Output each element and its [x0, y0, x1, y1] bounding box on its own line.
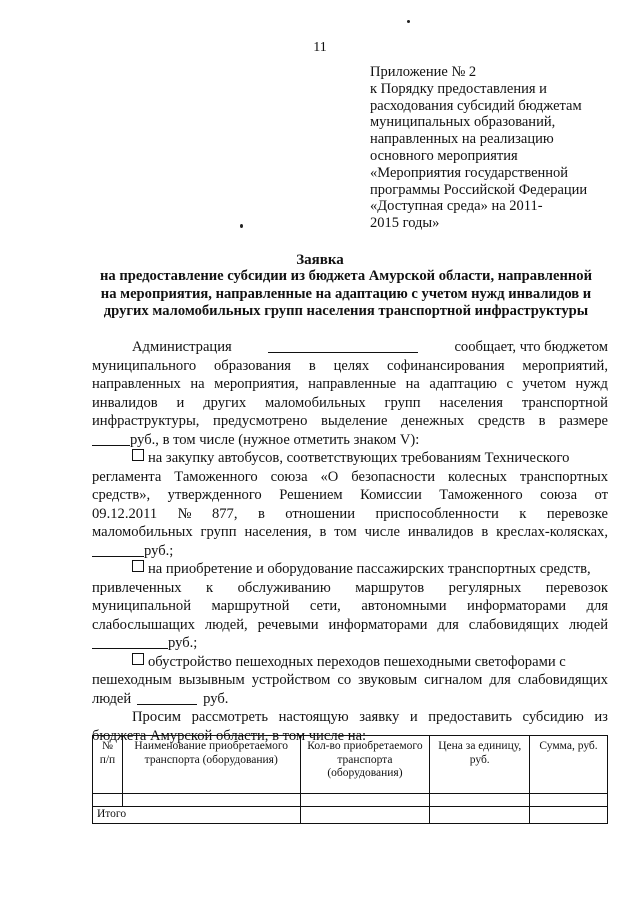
appendix-block [370, 64, 610, 232]
option-2-first-line [92, 560, 608, 579]
word: средств», [92, 487, 151, 503]
word: на [405, 376, 420, 392]
scan-speck [240, 224, 243, 228]
word: в [481, 524, 489, 540]
word: числе [364, 524, 400, 540]
document-body [92, 338, 608, 745]
word: учетом [522, 376, 566, 392]
total-label-cell: Итого [93, 807, 301, 824]
table-cell[interactable] [530, 807, 608, 824]
appendix-line: 2015 годы» [370, 215, 440, 232]
intro-first-line [92, 338, 608, 357]
request-line [92, 708, 608, 727]
word: устройством [251, 672, 331, 688]
body-line [92, 468, 608, 487]
appendix-line: «Доступная среда» на 2011- [370, 198, 543, 215]
word: групп [384, 394, 421, 411]
appendix-line: «Мероприятия государственной [370, 164, 569, 181]
amount-blank [137, 690, 197, 705]
word: субсидию [522, 709, 584, 725]
word: в [538, 413, 546, 429]
word: на [190, 376, 205, 392]
appendix-line: расходования субсидий бюджетам [370, 97, 582, 114]
table-cell[interactable] [300, 807, 430, 824]
word: звуковым [358, 672, 418, 688]
word: со [337, 672, 352, 688]
word: населения [439, 394, 503, 411]
request-line: бюджета Амурской области, в том числе на: [92, 727, 367, 744]
amount-tail: руб., в том числе (нужное отметить знаком V): [130, 431, 420, 448]
word: автономными [361, 598, 447, 614]
word: слабослышащих [92, 616, 195, 633]
appendix-line: программы Российской Федерации [370, 181, 588, 198]
word: из [594, 709, 608, 725]
word: заявку [359, 709, 400, 725]
word: средств [477, 413, 526, 429]
body-line [92, 375, 608, 394]
word: рассмотреть [191, 709, 269, 725]
appendix-line: основного мероприятия [370, 147, 518, 164]
word: для [489, 672, 511, 688]
word: в [319, 524, 327, 540]
table-header-cell: Сумма, руб. [530, 736, 608, 794]
word: маломобильных [92, 524, 193, 540]
request-table [92, 735, 608, 824]
checkbox-icon[interactable] [132, 653, 144, 665]
word: маршрутной [211, 598, 290, 614]
body-line [92, 523, 608, 542]
word: направленных [92, 376, 181, 392]
word: пешеходным [92, 672, 172, 688]
word: софинансирования [387, 357, 505, 374]
word: размере [559, 413, 608, 429]
table-cell[interactable] [93, 794, 123, 807]
option-3-first-line [92, 653, 608, 672]
word: к [206, 579, 214, 596]
word: «О [320, 468, 339, 485]
word: транспортных [519, 468, 608, 485]
table-cell[interactable] [430, 794, 530, 807]
option-text: на приобретение и оборудование пассажирских транспортных средств, [148, 561, 591, 577]
word: целях [333, 357, 370, 374]
appendix-line: направленных на реализацию [370, 131, 554, 148]
scan-speck [407, 20, 410, 23]
body-line [92, 412, 608, 431]
option-3-amount-line [92, 690, 608, 709]
word: для [437, 616, 459, 633]
body-line [92, 394, 608, 413]
word: от [594, 487, 608, 503]
word: Таможенного [439, 487, 523, 503]
word: перевозок [545, 579, 608, 596]
admin-tail: сообщает, что бюджетом [454, 339, 608, 355]
word: адаптацию [429, 376, 497, 392]
word: направленные [308, 376, 397, 392]
word: информаторами [467, 598, 567, 614]
admin-label: Администрация [132, 339, 232, 355]
table-header-cell: Наименование приобретаемого транспорта (оборудования) [122, 736, 300, 794]
word: транспортной [521, 394, 608, 411]
word: привлеченных [92, 579, 182, 596]
word: том [334, 524, 357, 540]
word: населения, [244, 524, 312, 540]
table-cell[interactable] [122, 794, 300, 807]
word: Просим [132, 709, 182, 725]
document-title: Заявка [296, 252, 344, 268]
word: колесных [447, 468, 507, 485]
word: регламента [92, 468, 162, 485]
word: Комиссии [360, 487, 422, 503]
word: вызывным [178, 672, 245, 688]
word: креслах-колясках, [496, 524, 608, 540]
word: мероприятия, [214, 376, 299, 392]
word: инвалидов [92, 394, 158, 411]
word: для [586, 598, 608, 614]
word: муниципального [92, 357, 197, 374]
table-header-cell: Кол-во приобретаемого транспорта (оборудования) [300, 736, 430, 794]
option-text: на закупку автобусов, соответствующих требованиям Технического [148, 450, 570, 466]
body-line [92, 579, 608, 598]
word: мероприятий, [522, 357, 608, 374]
table-row [93, 794, 608, 807]
word: речевыми [257, 616, 319, 633]
word: союза [540, 487, 578, 503]
option-1-amount-line [92, 542, 608, 561]
subtitle-line: на предоставление субсидии из бюджета Амурской области, направленной [100, 268, 592, 284]
word: инвалидов [407, 524, 474, 540]
option-1-first-line [92, 449, 608, 468]
amount-tail: руб.; [168, 635, 198, 651]
word: предусмотрено [213, 413, 308, 429]
word: слабовидящих [468, 616, 559, 633]
word: сети, [309, 598, 341, 614]
intro-amount-line [92, 431, 608, 450]
word: нужд [575, 376, 608, 392]
checkbox-icon[interactable] [132, 449, 144, 461]
word: регулярных [448, 579, 522, 596]
word: в [257, 505, 265, 522]
appendix-line: муниципальных образований, [370, 114, 556, 131]
table-header-cell: Цена за единицу, руб. [430, 736, 530, 794]
body-line [92, 486, 608, 505]
amount-blank [92, 542, 144, 557]
option-3-prefix: людей [92, 690, 132, 707]
word: Решением [279, 487, 343, 503]
word: информаторами [328, 616, 428, 633]
word: слабовидящих [517, 672, 608, 688]
word: маломобильных [265, 394, 366, 411]
word: денежных [401, 413, 465, 429]
word: с [506, 376, 513, 392]
subtitle-line: других маломобильных групп населения транспортной инфраструктуры [103, 303, 589, 320]
table-header-row [93, 736, 608, 794]
word: к [519, 505, 527, 522]
word: отношении [285, 505, 356, 522]
table-header-cell: № п/п [93, 736, 123, 794]
page-number: 11 [313, 40, 327, 55]
word: образования [214, 357, 291, 374]
table-cell[interactable] [430, 807, 530, 824]
body-line [92, 505, 608, 524]
word: других [203, 394, 247, 411]
amount-blank [92, 431, 130, 446]
word: Таможенного [174, 468, 258, 485]
word: сигналом [424, 672, 483, 688]
word: настоящую [278, 709, 349, 725]
word: 877, [211, 505, 238, 522]
checkbox-icon[interactable] [132, 560, 144, 572]
appendix-line: Приложение № 2 [370, 64, 477, 80]
word: и [176, 394, 185, 411]
subtitle-line: на мероприятия, направленные на адаптацию с учетом нужд инвалидов и [100, 285, 592, 302]
table-cell[interactable] [300, 794, 430, 807]
document-subtitle [86, 268, 606, 321]
appendix-line: к Порядку предоставления и [370, 80, 547, 97]
word: групп [200, 524, 237, 540]
word: перевозке [546, 505, 608, 522]
table-total-row [93, 807, 608, 824]
word: союза [270, 468, 308, 485]
word: утвержденного [167, 487, 262, 503]
word: муниципальной [92, 598, 192, 614]
word: и [409, 709, 418, 725]
amount-tail: руб. [203, 690, 229, 707]
word: приспособленности [375, 505, 499, 522]
option-text: обустройство пешеходных переходов пешеходными светофорами с [148, 653, 566, 670]
word: людей, [204, 616, 248, 633]
amount-tail: руб.; [144, 542, 174, 559]
body-line [92, 671, 608, 690]
word: № [177, 505, 192, 522]
table-cell[interactable] [530, 794, 608, 807]
word: 09.12.2011 [92, 505, 158, 522]
word: в [308, 357, 316, 374]
word: безопасности [351, 468, 436, 485]
option-2-amount-line [92, 634, 608, 653]
body-line [92, 357, 608, 376]
word: маршрутов [355, 579, 425, 596]
word: предоставить [428, 709, 512, 725]
word: инфраструктуры, [92, 413, 200, 429]
admin-name-blank [268, 338, 418, 353]
word: выделение [320, 413, 388, 429]
body-line [92, 616, 608, 635]
body-line [92, 597, 608, 616]
word: обслуживанию [237, 579, 331, 596]
amount-blank [92, 634, 168, 649]
word: людей [568, 616, 608, 633]
